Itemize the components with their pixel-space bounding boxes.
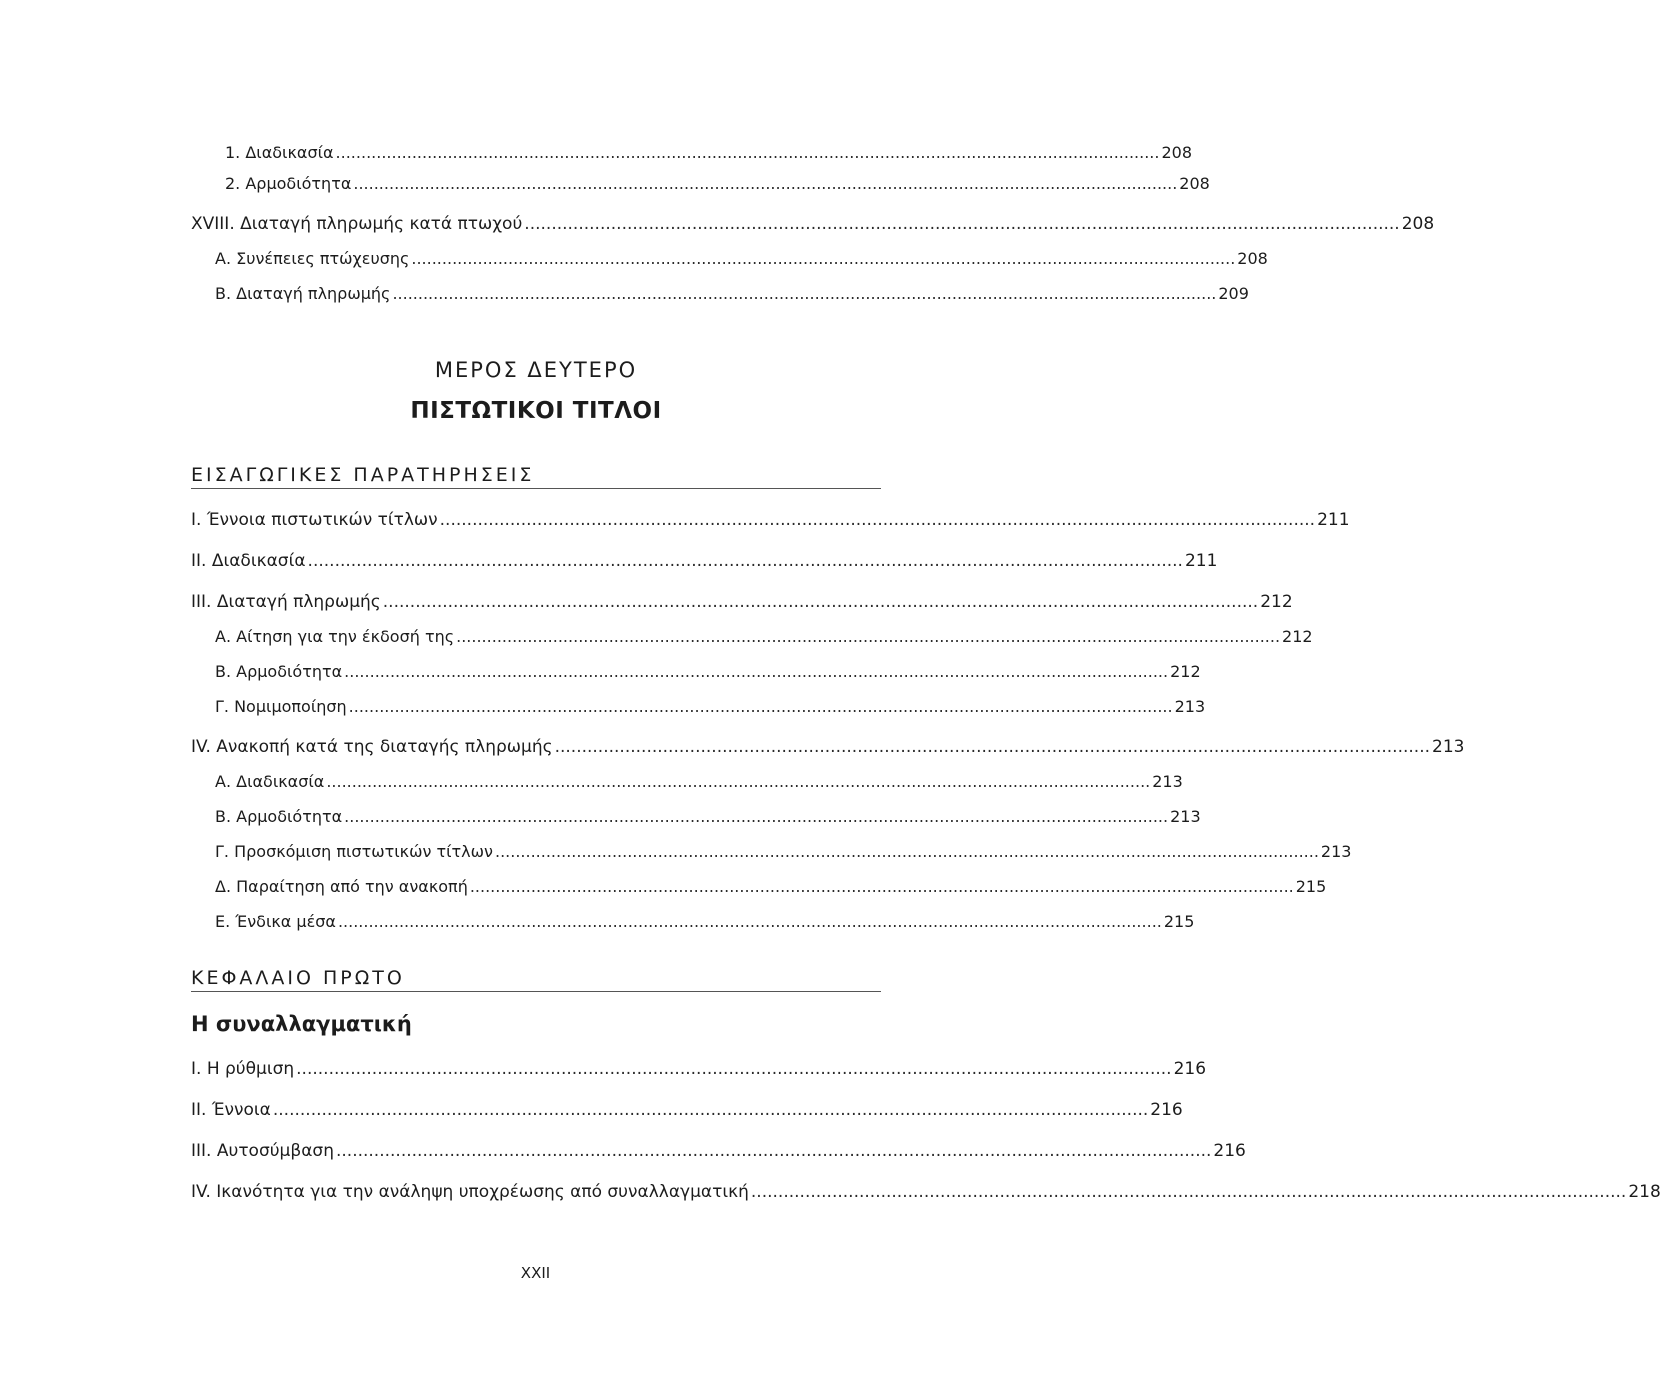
toc-entry-page: 211 [1184, 551, 1218, 571]
toc-entry-label: ΙΙ. Έννοια [191, 1100, 271, 1120]
toc-entry-label: Α. Αίτηση για την έκδοσή της [215, 627, 455, 646]
toc-entry-label: Δ. Παραίτηση από την ανακοπή [215, 877, 468, 896]
toc-entry-label: Α. Συνέπειες πτώχευσης [215, 249, 410, 268]
page-number: XXII [520, 1264, 551, 1282]
toc-entry-label: 2. Αρμοδιότητα [225, 174, 352, 193]
toc-entry-page: 208 [1401, 214, 1435, 234]
toc-entry [215, 771, 1183, 793]
toc-entry-label: ΙΙΙ. Αυτοσύμβαση [191, 1141, 334, 1161]
toc-entry-page: 215 [1163, 912, 1195, 931]
toc-entry-page: 208 [1237, 249, 1268, 268]
toc-entry-page: 213 [1320, 842, 1352, 861]
toc-entry-page: 213 [1432, 737, 1465, 757]
toc-entry-page: 208 [1161, 143, 1193, 162]
chapter-heading: ΚΕΦΑΛΑΙΟ ΠΡΩΤΟ [191, 967, 881, 992]
leader-dots: .................................................................................................................................................................. [326, 772, 1151, 791]
leader-dots: .................................................................................................................................................................. [750, 1182, 1627, 1202]
toc-entry-label: IV. Ικανότητα για την ανάληψη υποχρέωσης από συναλλαγματική [191, 1182, 749, 1202]
leader-dots: .................................................................................................................................................................. [392, 284, 1217, 303]
toc-entry [191, 1099, 1183, 1121]
part-subtitle: ΠΙΣΤΩΤΙΚΟΙ ΤΙΤΛΟΙ [410, 398, 662, 424]
toc-entry-page: 216 [1173, 1059, 1207, 1079]
toc-entry-label: Ι. Η ρύθμιση [191, 1059, 295, 1079]
toc-entry-label: Β. Διαταγή πληρωμής [215, 284, 391, 303]
leader-dots: .................................................................................................................................................................. [353, 174, 1178, 193]
toc-entry [191, 736, 1465, 758]
toc-entry-page: 215 [1295, 877, 1327, 896]
toc-entry-label: ΙΙΙ. Διαταγή πληρωμής [191, 592, 381, 612]
toc-entry [215, 661, 1201, 683]
toc-entry-page: 209 [1218, 284, 1249, 303]
toc-entry-page: 211 [1317, 510, 1350, 530]
toc-entry-label: Γ. Προσκόμιση πιστωτικών τίτλων [215, 842, 493, 861]
toc-entry-page: 213 [1174, 697, 1206, 716]
leader-dots: .................................................................................................................................................................. [456, 627, 1281, 646]
toc-entry-page: 212 [1282, 627, 1313, 646]
toc-entry-label: ΙΙ. Διαδικασία [191, 551, 306, 571]
leader-dots: .................................................................................................................................................................. [335, 143, 1160, 162]
toc-entry-page: 208 [1179, 174, 1210, 193]
leader-dots: .................................................................................................................................................................. [439, 510, 1316, 530]
toc-entry [191, 1058, 1207, 1080]
leader-dots: .................................................................................................................................................................. [411, 249, 1236, 268]
toc-entry [215, 876, 1327, 898]
toc-entry-page: 213 [1170, 807, 1201, 826]
leader-dots: .................................................................................................................................................................. [344, 807, 1169, 826]
toc-entry-label: Γ. Νομιμοποίηση [215, 697, 347, 716]
toc-entry [215, 283, 1249, 305]
leader-dots: .................................................................................................................................................................. [272, 1100, 1149, 1120]
toc-entry-label: Ε. Ένδικα μέσα [215, 912, 336, 931]
toc-entry-page: 216 [1150, 1100, 1183, 1120]
toc-entry [225, 173, 1210, 195]
toc-entry [191, 509, 1350, 531]
toc-entry [191, 1181, 1661, 1203]
leader-dots: .................................................................................................................................................................. [554, 737, 1430, 757]
toc-entry-label: 1. Διαδικασία [225, 143, 334, 162]
leader-dots: .................................................................................................................................................................. [335, 1141, 1212, 1161]
leader-dots: .................................................................................................................................................................. [307, 551, 1183, 571]
leader-dots: .................................................................................................................................................................. [494, 842, 1319, 861]
toc-entry-page: 212 [1170, 662, 1201, 681]
toc-entry [191, 1140, 1246, 1162]
part-title: ΜΕΡΟΣ ΔΕΥΤΕΡΟ [434, 358, 638, 382]
leader-dots: .................................................................................................................................................................. [337, 912, 1162, 931]
toc-entry [215, 911, 1195, 933]
leader-dots: .................................................................................................................................................................. [382, 592, 1259, 612]
toc-entry-label: IV. Ανακοπή κατά της διαταγής πληρωμής [191, 737, 553, 757]
toc-entry [225, 142, 1193, 164]
toc-entry [191, 591, 1293, 613]
toc-entry-label: Ι. Έννοια πιστωτικών τίτλων [191, 510, 438, 530]
leader-dots: .................................................................................................................................................................. [296, 1059, 1172, 1079]
section-heading: ΕΙΣΑΓΩΓΙΚΕΣ ΠΑΡΑΤΗΡΗΣΕΙΣ [191, 464, 881, 489]
toc-entry [215, 806, 1201, 828]
toc-entry [191, 550, 1218, 572]
toc-entry-label: Β. Αρμοδιότητα [215, 807, 343, 826]
toc-entry-label: Β. Αρμοδιότητα [215, 662, 343, 681]
toc-entry-label: Α. Διαδικασία [215, 772, 325, 791]
toc-entry-page: 216 [1213, 1141, 1246, 1161]
leader-dots: .................................................................................................................................................................. [344, 662, 1169, 681]
toc-entry [215, 626, 1313, 648]
toc-entry-page: 218 [1628, 1182, 1661, 1202]
toc-entry [191, 213, 1435, 235]
toc-entry-page: 213 [1152, 772, 1183, 791]
chapter-title: Η συναλλαγματική [191, 1012, 412, 1036]
toc-entry [215, 248, 1268, 270]
leader-dots: .................................................................................................................................................................. [469, 877, 1294, 896]
toc-entry [215, 841, 1352, 863]
toc-entry [215, 696, 1206, 718]
toc-entry-label: XVIII. Διαταγή πληρωμής κατά πτωχού [191, 214, 523, 234]
leader-dots: .................................................................................................................................................................. [348, 697, 1173, 716]
leader-dots: .................................................................................................................................................................. [524, 214, 1400, 234]
toc-entry-page: 212 [1260, 592, 1293, 612]
